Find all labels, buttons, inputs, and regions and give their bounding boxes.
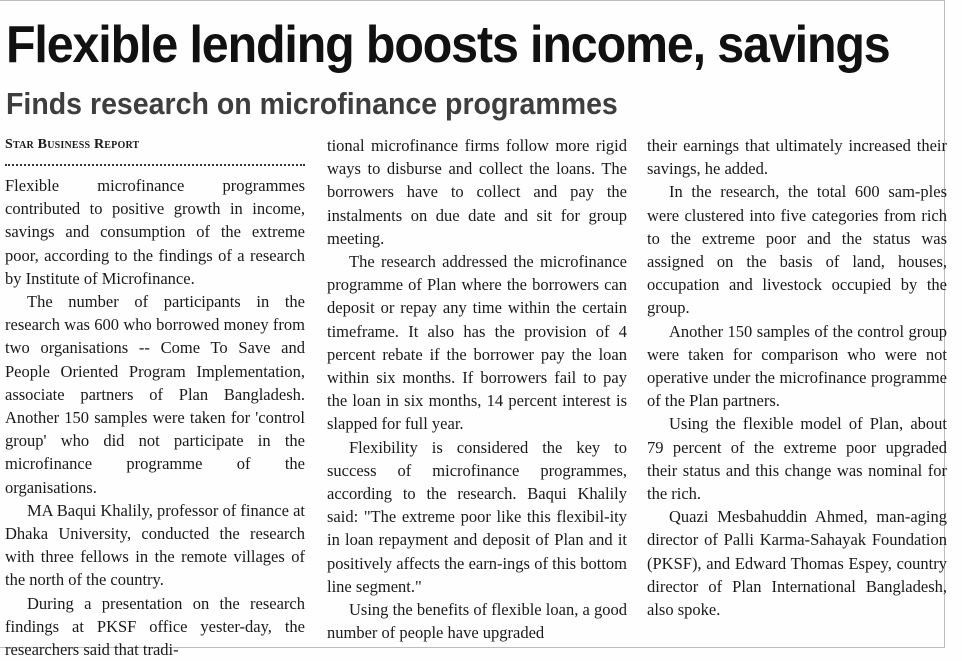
article-paragraph: their earnings that ultimately increased their savings, he added. — [647, 136, 947, 179]
subheadline: Finds research on microfinance programmes — [6, 86, 618, 121]
byline: Star Business Report — [5, 137, 140, 152]
article-column-1 — [5, 134, 305, 661]
article-paragraph: Quazi Mesbahuddin Ahmed, man-aging director of Palli Karma-Sahayak Foundation (PKSF), and Edward Thomas Espey, country director of Plan International Bangladesh, also spoke. — [647, 507, 947, 620]
headline: Flexible lending boosts income, savings — [6, 16, 890, 74]
article-paragraph: Using the flexible model of Plan, about 79 percent of the extreme poor upgraded their status and this change was nominal for the rich. — [647, 414, 947, 504]
article-paragraph: Flexible microfinance programmes contributed to positive growth in income, savings and consumption of the extreme poor, according to the findings of a research by Institute of Microfinance. — [5, 176, 305, 288]
article-paragraph: Using the benefits of flexible loan, a good number of people have upgraded — [327, 600, 627, 643]
article-paragraph: The research addressed the microfinance programme of Plan where the borrowers can deposit or repay any time within the certain timeframe. It also has the provision of 4 percent rebate if the borrower pay the loan within six months. If borrowers fail to pay the loan in six months, 14 percent interest is slapped for full year. — [327, 252, 627, 434]
byline-divider — [5, 158, 305, 166]
article-column-3 — [647, 134, 947, 621]
article-column-2 — [327, 134, 627, 644]
article-paragraph: tional microfinance firms follow more rigid ways to disburse and collect the loans. The borrowers have to collect and pay the instalments on due date and sit for group meeting. — [327, 136, 627, 248]
article-paragraph: The number of participants in the research was 600 who borrowed money from two organisations -- Come To Save and People Oriented Program Implementation, associate partners of Plan Bangladesh. Another 150 samples were taken for 'control group' who did not participate in the microfinance programme of the organisations. — [5, 292, 305, 497]
article-paragraph: During a presentation on the research findings at PKSF office yester-day, the researchers said that tradi- — [5, 593, 305, 660]
article-paragraph: MA Baqui Khalily, professor of finance at Dhaka University, conducted the research with three fellows in the remote villages of the north of the country. — [5, 500, 305, 590]
article-paragraph: Another 150 samples of the control group were taken for comparison who were not operative under the microfinance programme of the Plan partners. — [647, 321, 947, 411]
article-paragraph: In the research, the total 600 sam-ples were clustered into five categories from rich to the extreme poor and the status was assigned on the basis of land, houses, occupation and livestock occupied by the group. — [647, 182, 947, 318]
article-paragraph: Flexibility is considered the key to success of microfinance programmes, according to the research. Baqui Khalily said: "The extreme poor like this flexibil-ity in loan repayment and deposit of Plan and it positively affects the earn-ings of this bottom line segment." — [327, 437, 627, 596]
